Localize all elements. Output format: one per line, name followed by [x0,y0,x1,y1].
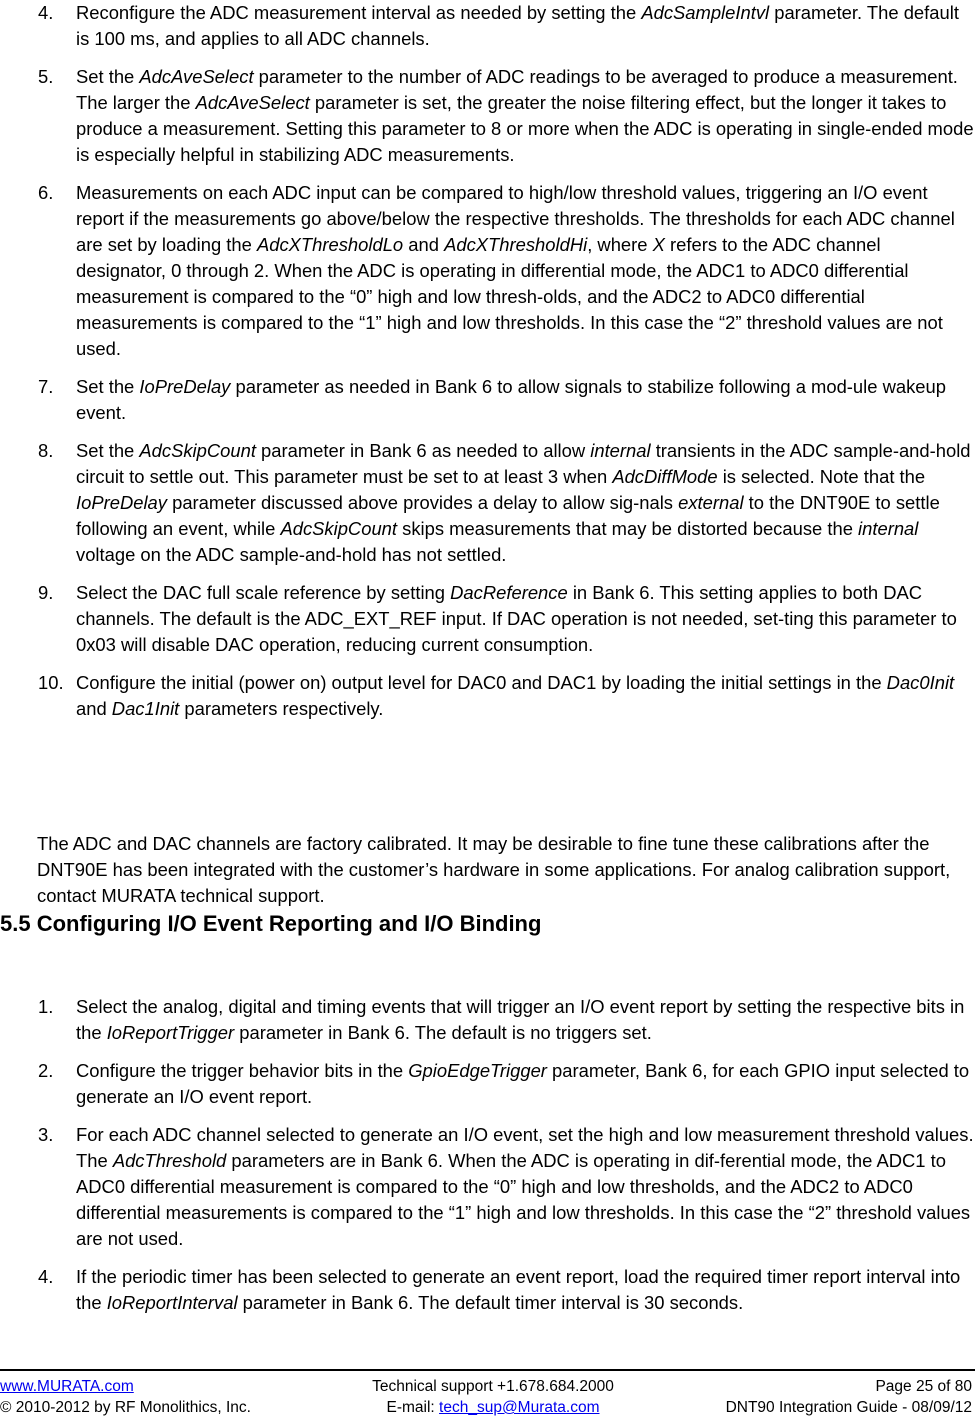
item-text [76,996,964,1043]
section-heading: 5.5 Configuring I/O Event Reporting and I/O Binding [0,911,542,936]
text-run: Reconfigure the ADC measurement interval as needed by setting the [76,2,642,23]
text-run: Configure the trigger behavior bits in the [76,1060,409,1081]
item-number: 6. [38,182,54,203]
item-number: 4. [38,1266,54,1287]
list-item [0,180,975,362]
text-run: parameter in Bank 6. The default timer interval is 30 seconds. [237,1292,744,1313]
list-item [0,670,975,722]
item-text [76,672,954,719]
page-footer [0,1376,975,1418]
list-item [0,1058,975,1110]
parameter-name: internal [858,518,919,539]
parameter-name: IoReportTrigger [106,1022,235,1043]
parameter-name: AdcSampleIntvl [641,2,770,23]
parameter-name: AdcSkipCount [139,440,256,461]
support-phone: Technical support +1.678.684.2000 [372,1378,614,1395]
parameter-name: AdcAveSelect [195,92,310,113]
text-run: to the DNT90E to settle following an event, while [76,492,940,539]
parameter-name: internal [590,440,651,461]
text-run: If the periodic timer has been selected to generate an event report, load the required timer report interval into the [76,1266,961,1313]
parameter-name: GpioEdgeTrigger [408,1060,547,1081]
item-number: 1. [38,996,54,1017]
parameter-name: IoReportInterval [106,1292,238,1313]
text-run: skips measurements that may be distorted because the [397,518,859,539]
text-run: parameter, Bank 6, for each GPIO input selected to generate an I/O event report. [76,1060,970,1107]
item-text [76,1266,960,1313]
footer-divider [0,1369,975,1371]
text-run: parameters are in Bank 6. When the ADC is operating in dif-ferential mode, the ADC1 to ADC0 differential measurement is compared to the “0” high and low thresholds, and the ADC2 to ADC0 differential measurements is compared to the “1” high and low thresholds. In this case the “2” threshold values are not used. [76,1150,971,1249]
document-title: DNT90 Integration Guide - 08/09/12 [725,1399,972,1416]
text-run: parameter in Bank 6 as needed to allow [255,440,591,461]
parameter-name: AdcThreshold [112,1150,227,1171]
list-item [0,374,975,426]
item-text [76,1060,969,1107]
text-run: transients in the ADC sample-and-hold circuit to settle out. This parameter must be set to at least 3 when [76,440,971,487]
parameter-name: AdcDiffMode [612,466,718,487]
item-number: 8. [38,440,54,461]
item-number: 2. [38,1060,54,1081]
item-number: 4. [38,2,54,23]
parameter-name: AdcSkipCount [280,518,398,539]
website-link[interactable]: www.MURATA.com [0,1378,134,1395]
item-text [76,582,957,655]
text-run: Select the DAC full scale reference by setting [76,582,451,603]
text-run: in Bank 6. This setting applies to both DAC channels. The default is the ADC_EXT_REF input. If DAC operation is not needed, set-ting this parameter to 0x03 will disable DAC operation, reducing current consumption. [76,582,957,655]
text-run: parameter. The default is 100 ms, and applies to all ADC channels. [76,2,959,49]
item-text [76,1124,974,1249]
email-line [268,1397,718,1418]
text-run: voltage on the ADC sample-and-hold has not settled. [76,544,507,565]
text-run: Select the analog, digital and timing events that will trigger an I/O event report by setting the respective bits in the [76,996,965,1043]
text-run: Measurements on each ADC input can be compared to high/low threshold values, triggering an I/O event report if the measurements go above/below the respective thresholds. The thresholds for each ADC channel are set by loading the [76,182,955,255]
parameter-name: AdcXThresholdLo [256,234,404,255]
text-run: Set the [76,440,140,461]
email-link[interactable]: tech_sup@Murata.com [439,1399,600,1416]
text-run: parameter to the number of ADC readings to be averaged to produce a measurement. The larger the [76,66,958,113]
list-item [0,438,975,568]
calibration-paragraph: The ADC and DAC channels are factory calibrated. It may be desirable to fine tune these calibrations after the DNT90E has been integrated with the customer’s hardware in some applications. For analog calibration support, contact MURATA technical support. [37,833,951,906]
item-text [76,376,946,423]
item-number: 3. [38,1124,54,1145]
parameter-name: Dac1Init [111,698,180,719]
list-item [0,994,975,1046]
text-run: , where [587,234,653,255]
item-text [76,440,971,565]
list-item [0,1264,975,1316]
list-item [0,580,975,658]
parameter-name: Dac0Init [886,672,955,693]
parameter-name: AdcAveSelect [139,66,254,87]
text-run: and [403,234,445,255]
parameter-name: IoPreDelay [76,492,167,513]
text-run: parameter is set, the greater the noise filtering effect, but the longer it takes to produce a measurement. Setting this parameter to 8 or more when the ADC is operating in single-ended mode is especially helpful in stabilizing ADC measurements. [76,92,974,165]
item-number: 7. [38,376,54,397]
item-number: 10. [38,672,64,693]
list-item [0,1122,975,1252]
text-run: Set the [76,376,140,397]
page-number: Page 25 of 80 [875,1378,972,1395]
numbered-list-io-event [0,994,975,1328]
text-run: Configure the initial (power on) output level for DAC0 and DAC1 by loading the initial settings in the [76,672,887,693]
text-run: Set the [76,66,140,87]
item-text [76,2,959,49]
item-number: 5. [38,66,54,87]
item-text [76,66,974,165]
item-number: 9. [38,582,54,603]
parameter-name: AdcXThresholdHi [444,234,588,255]
text-run: parameter as needed in Bank 6 to allow signals to stabilize following a mod-ule wakeup event. [76,376,946,423]
text-run: is selected. Note that the [717,466,926,487]
parameter-name: DacReference [450,582,568,603]
text-run: parameters respectively. [179,698,384,719]
text-run: refers to the ADC channel designator, 0 through 2. When the ADC is operating in differential mode, the ADC1 to ADC0 differential measurement is compared to the “0” high and low thresh-olds, and the ADC2 to ADC0 differential measurements is compared to the “1” high and low thresholds. In this case the “2” threshold values are not used. [76,234,943,359]
item-text [76,182,955,359]
list-item [0,64,975,168]
parameter-name: external [678,492,744,513]
list-item [0,0,975,52]
parameter-name: IoPreDelay [139,376,231,397]
email-label: E-mail: [386,1399,435,1416]
text-run: parameter in Bank 6. The default is no triggers set. [234,1022,652,1043]
text-run: and [76,698,112,719]
text-run: For each ADC channel selected to generate an I/O event, set the high and low measurement threshold values. The [76,1124,974,1171]
parameter-name: X [652,234,665,255]
copyright: © 2010-2012 by RF Monolithics, Inc. [0,1399,251,1416]
text-run: parameter discussed above provides a delay to allow sig-nals [166,492,679,513]
